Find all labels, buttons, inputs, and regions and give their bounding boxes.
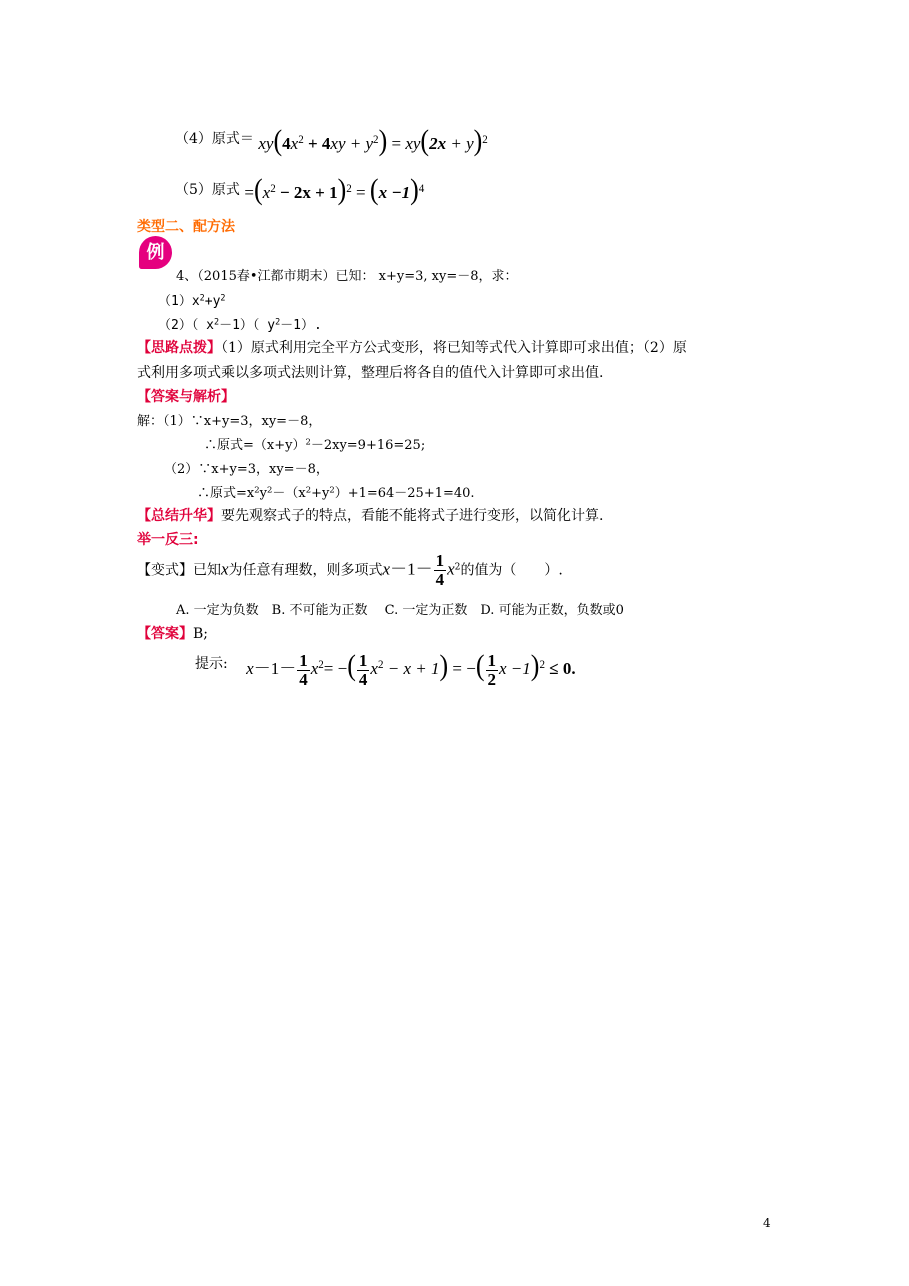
solution-line-1: 解：（1）∵x+y=3，xy=－8， [137,414,322,429]
solution-line-2: ∴原式$=(x+y)^2-2xy=9+16=25$; [204,436,426,453]
solution-line-3: （2）∵x+y=3，xy=－8， [164,462,329,477]
answer-line: 【答案】B; [137,626,209,642]
summary: 【总结升华】要先观察式子的特点，看能不能将式子进行变形，以简化计算. [137,508,604,524]
variant-question: 【变式】已知x为任意有理数，则多项式x－1－ $\frac{1}{4}$ $x^2$的值为（ ）. [137,551,563,589]
problem-q2: （2）（ $x^2-1$）（ $y^2-1$）. [158,316,322,333]
item-5 [175,172,425,207]
problem-stem: 4、（2015春•江都市期末）已知： x+y=3, xy=－8，求： [176,269,518,284]
answer-analysis-tag: 【答案与解析】 [137,389,235,405]
item-4-label: （4）原式＝ [175,131,254,147]
example-badge: 例 [139,236,172,269]
item-5-formula: $=(x^2 - 2x + 1)^2 = (x -1)^4$ [244,172,425,207]
item-4-formula: $xy(4x^2 + 4xy + y^2) = xy(2x + y)^2$ [258,123,488,158]
page-number: 4 [763,1216,771,1230]
options-line: A. 一定为负数 B. 不可能为正数 C. 一定为正数 D. 可能为正数，负数或0 [176,603,624,618]
item-4 [175,122,488,158]
problem-q1: $(1)x^2+y^2$ [158,292,226,309]
tip-line: 提示: x－1－ $\frac{1}{4}$ $x^2=$ −( $\frac{1}{4}$ $x^2 - x + 1$) = −( $\frac{1}{2}$ x −1)$^2$ ≤ 0. [195,649,576,689]
hint-line-2: 式利用多项式乘以多项式法则计算，整理后将各自的值代入计算即可求出值. [137,365,604,381]
hint-tag: 【思路点拨】 [137,340,221,356]
item-5-label: （5）原式 [175,182,240,198]
solution-line-4: ∴原式$=x^2y^2-(x^2+y^2)+1=64-25+1=40$. [197,484,475,501]
summary-tag: 【总结升华】 [137,508,221,524]
hint-line-1: 【思路点拨】（1）原式利用完全平方公式变形，将已知等式代入计算即可求出值；（2）原 [137,340,687,356]
section-title: 类型二、配方法 [137,219,235,235]
tip-label: 提示: [195,656,228,673]
answer-tag: 【答案】 [137,626,193,642]
practice-title: 举一反三: [137,532,199,548]
